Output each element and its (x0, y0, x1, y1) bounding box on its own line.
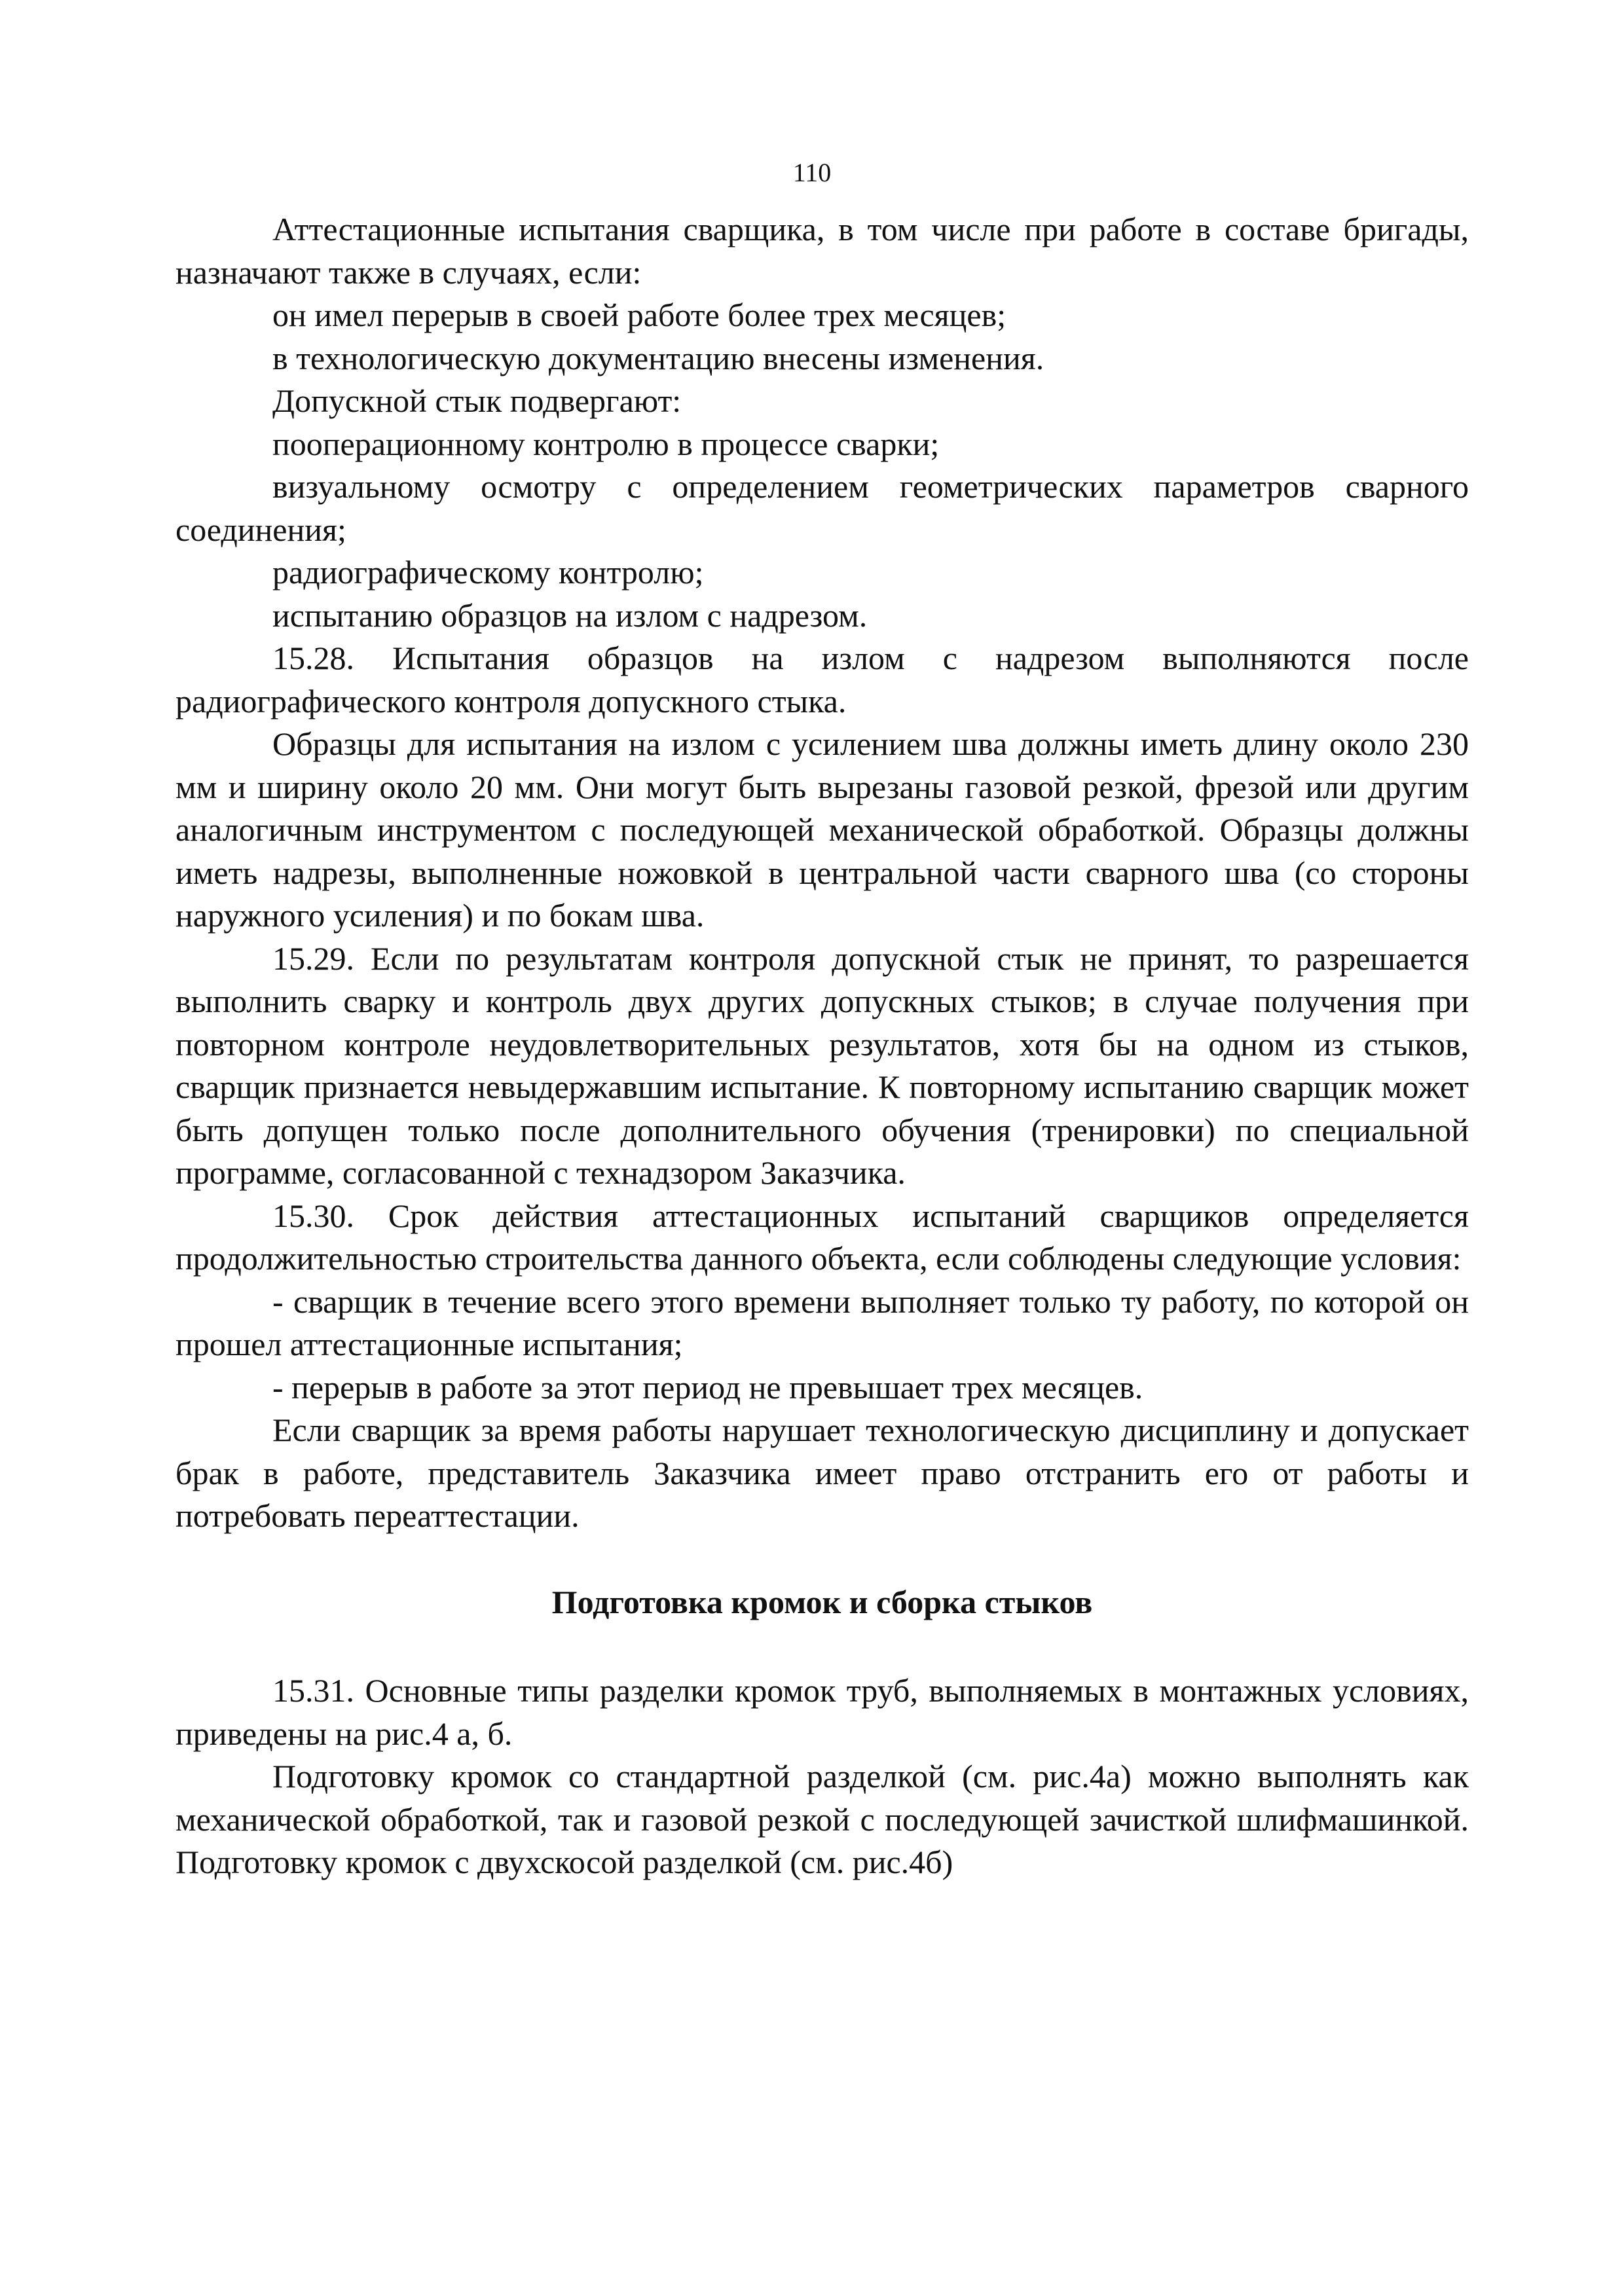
paragraph-specimens: Образцы для испытания на излом с усилением шва должны иметь длину около 230 мм и ширину около 20 мм. Они могут быть вырезаны газовой резкой, фрезой или другим аналогичным инструментом с последующей механической обработкой. Образцы должны иметь надрезы, выполненные ножовкой в центральной части сварного шва (со стороны наружного усиления) и по бокам шва. (175, 725, 1469, 934)
paragraph-15-30: 15.30. Срок действия аттестационных испытаний сварщиков определяется продолжительностью строительства данного объекта, если соблюдены следующие условия: (175, 1197, 1469, 1277)
paragraph-condition-break: - перерыв в работе за этот период не превышает трех месяцев. (272, 1368, 1143, 1406)
paragraph-radiographic-control: радиографическому контролю; (272, 554, 704, 591)
paragraph-15-28: 15.28. Испытания образцов на излом с надрезом выполняются после радиографического контроля допускного стыка. (175, 640, 1469, 720)
paragraph-condition-same-work: - сварщик в течение всего этого времени выполняет только ту работу, по которой он прошел аттестационные испытания; (175, 1283, 1469, 1362)
page-number: 110 (792, 158, 832, 187)
paragraph-notch-break-test: испытанию образцов на излом с надрезом. (272, 596, 868, 634)
document-body (175, 208, 1469, 1884)
paragraph-15-29: 15.29. Если по результатам контроля допускной стык не принят, то разрешается выполнить сварку и контроль двух других допускных стыков; в случае получения при повторном контроле неудовлетворительных результатов, хотя бы на одном из стыков, сварщик признается невыдержавшим испытание. К повторному испытанию сварщик может быть допущен только после дополнительного обучения (тренировки) по специальной программе, согласованной с технадзором Заказчика. (175, 939, 1469, 1191)
paragraph-break-in-work: он имел перерыв в своей работе более трех месяцев; (272, 297, 1006, 333)
section-heading: Подготовка кромок и сборка стыков (551, 1583, 1093, 1620)
paragraph-operational-control: пооперационному контролю в процессе сварки; (272, 425, 940, 462)
paragraph-15-31: 15.31. Основные типы разделки кромок труб, выполняемых в монтажных условиях, приведены на рис.4 а, б. (175, 1672, 1469, 1752)
paragraph-certification-cases: Аттестационные испытания сварщика, в том числе при работе в составе бригады, назначают также в случаях, если: (175, 211, 1469, 291)
paragraph-visual-inspection: визуальному осмотру с определением геометрических параметров сварного соединения; (175, 468, 1469, 548)
paragraph-test-joint-subjected: Допускной стык подвергают: (272, 382, 682, 419)
paragraph-docs-changed: в технологическую документацию внесены изменения. (272, 339, 1044, 376)
paragraph-discipline-violation: Если сварщик за время работы нарушает технологическую дисциплину и допускает брак в работе, представитель Заказчика имеет право отстранить его от работы и потребовать переаттестации. (175, 1412, 1469, 1534)
paragraph-edge-preparation: Подготовку кромок со стандартной разделкой (см. рис.4а) можно выполнять как механической обработкой, так и газовой резкой с последующей зачисткой шлифмашинкой. Подготовку кромок с двухскосой разделкой (см. рис.4б) (175, 1758, 1469, 1880)
